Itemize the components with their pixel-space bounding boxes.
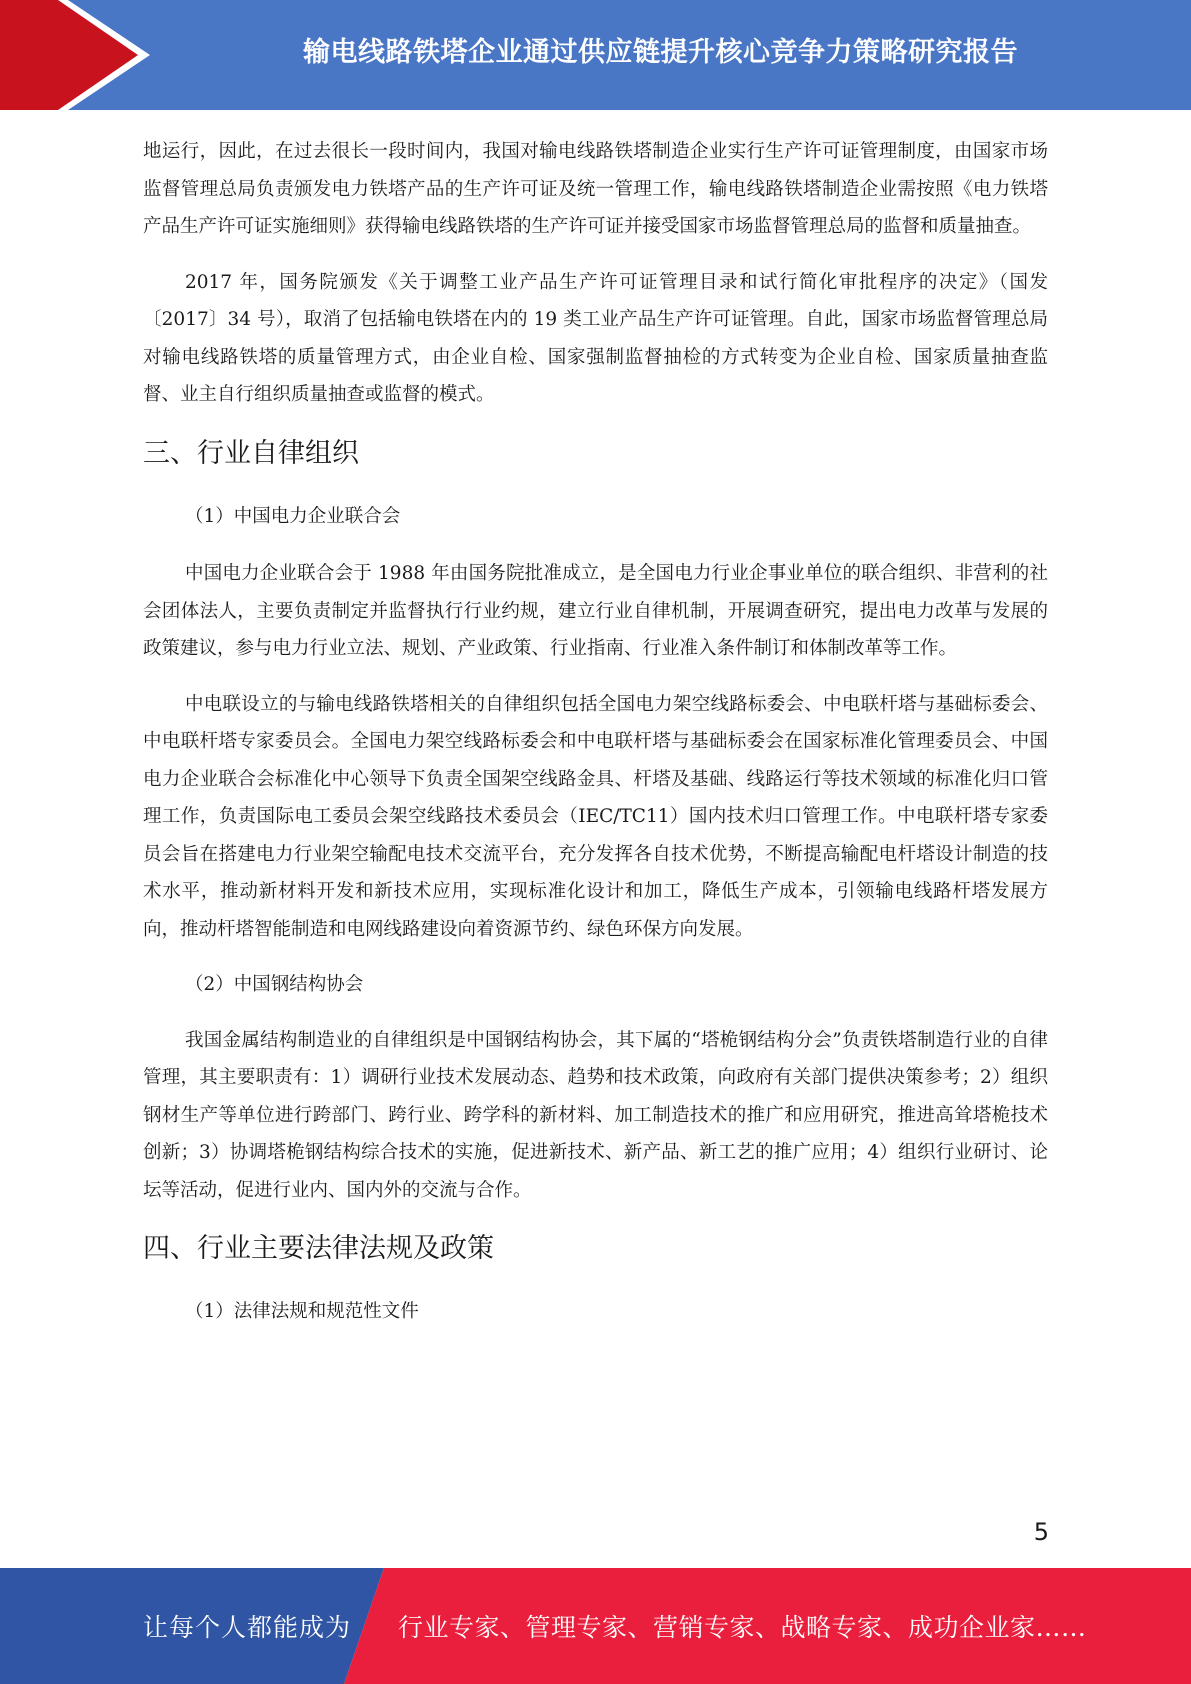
footer-slogan-left: 让每个人都能成为 (143, 1613, 352, 1642)
subheading-4-1: （1）法律法规和规范性文件 (185, 1301, 419, 1322)
page-header (0, 0, 1191, 110)
paragraph-5: 我国金属结构制造业的自律组织是中国钢结构协会，其下属的“塔桅钢结构分会”负责铁塔制造行业的自律管理，其主要职责有：1）调研行业技术发展动态、趋势和技术政策，向政府有关部门提供决策参考；2）组织钢材生产等单位进行跨部门、跨行业、跨学科的新材料、加工制造技术的推广和应用研究，推进高耸塔桅技术创新；3）协调塔桅钢结构综合技术的实施，促进新技术、新产品、新工艺的推广应用；4）组织行业研讨、论坛等活动，促进行业内、国内外的交流与合作。 (143, 1029, 1048, 1201)
page-footer (0, 1568, 1191, 1684)
section-heading-3: 三、行业自律组织 (143, 437, 359, 469)
footer-slogan-right: 行业专家、管理专家、营销专家、战略专家、成功企业家…… (398, 1613, 1087, 1642)
paragraph-2: 2017 年，国务院颁发《关于调整工业产品生产许可证管理目录和试行简化审批程序的决定》（国发〔2017〕34 号），取消了包括输电铁塔在内的 19 类工业产品生产许可证管理。自此，国家市场监督管理总局对输电线路铁塔的质量管理方式，由企业自检、国家强制监督抽检的方式转变为企业自检、国家质量抽查监督、业主自行组织质量抽查或监督的模式。 (143, 271, 1048, 405)
header-arrow-decoration (0, 0, 160, 110)
subheading-3-1: （1）中国电力企业联合会 (185, 505, 401, 527)
page-number: 5 (1033, 1518, 1049, 1546)
paragraph-4: 中电联设立的与输电线路铁塔相关的自律组织包括全国电力架空线路标委会、中电联杆塔与基础标委会、中电联杆塔专家委员会。全国电力架空线路标委会和中电联杆塔与基础标委会在国家标准化管理委员会、中国电力企业联合会标准化中心领导下负责全国架空线路金具、杆塔及基础、线路运行等技术领域的标准化归口管理工作，负责国际电工委员会架空线路技术委员会（IEC/TC11）国内技术归口管理工作。中电联杆塔专家委员会旨在搭建电力行业架空输配电技术交流平台，充分发挥各自技术优势，不断提高输配电杆塔设计制造的技术水平，推动新材料开发和新技术应用，实现标准化设计和加工，降低生产成本，引领输电线路杆塔发展方向，推动杆塔智能制造和电网线路建设向着资源节约、绿色环保方向发展。 (143, 693, 1048, 940)
report-title: 输电线路铁塔企业通过供应链提升核心竞争力策略研究报告 (303, 36, 1018, 68)
page-content (143, 133, 1048, 1331)
subheading-3-2: （2）中国钢结构协会 (185, 974, 364, 995)
paragraph-3: 中国电力企业联合会于 1988 年由国务院批准成立，是全国电力行业企事业单位的联合组织、非营利的社会团体法人，主要负责制定并监督执行行业约规，建立行业自律机制，开展调查研究，提出电力改革与发展的政策建议，参与电力行业立法、规划、产业政策、行业指南、行业准入条件制订和体制改革等工作。 (143, 563, 1048, 659)
section-heading-4: 四、行业主要法律法规及政策 (143, 1233, 494, 1264)
paragraph-1: 地运行，因此，在过去很长一段时间内，我国对输电线路铁塔制造企业实行生产许可证管理制度，由国家市场监督管理总局负责颁发电力铁塔产品的生产许可证及统一管理工作，输电线路铁塔制造企业需按照《电力铁塔产品生产许可证实施细则》获得输电线路铁塔的生产许可证并接受国家市场监督管理总局的监督和质量抽查。 (143, 141, 1048, 237)
